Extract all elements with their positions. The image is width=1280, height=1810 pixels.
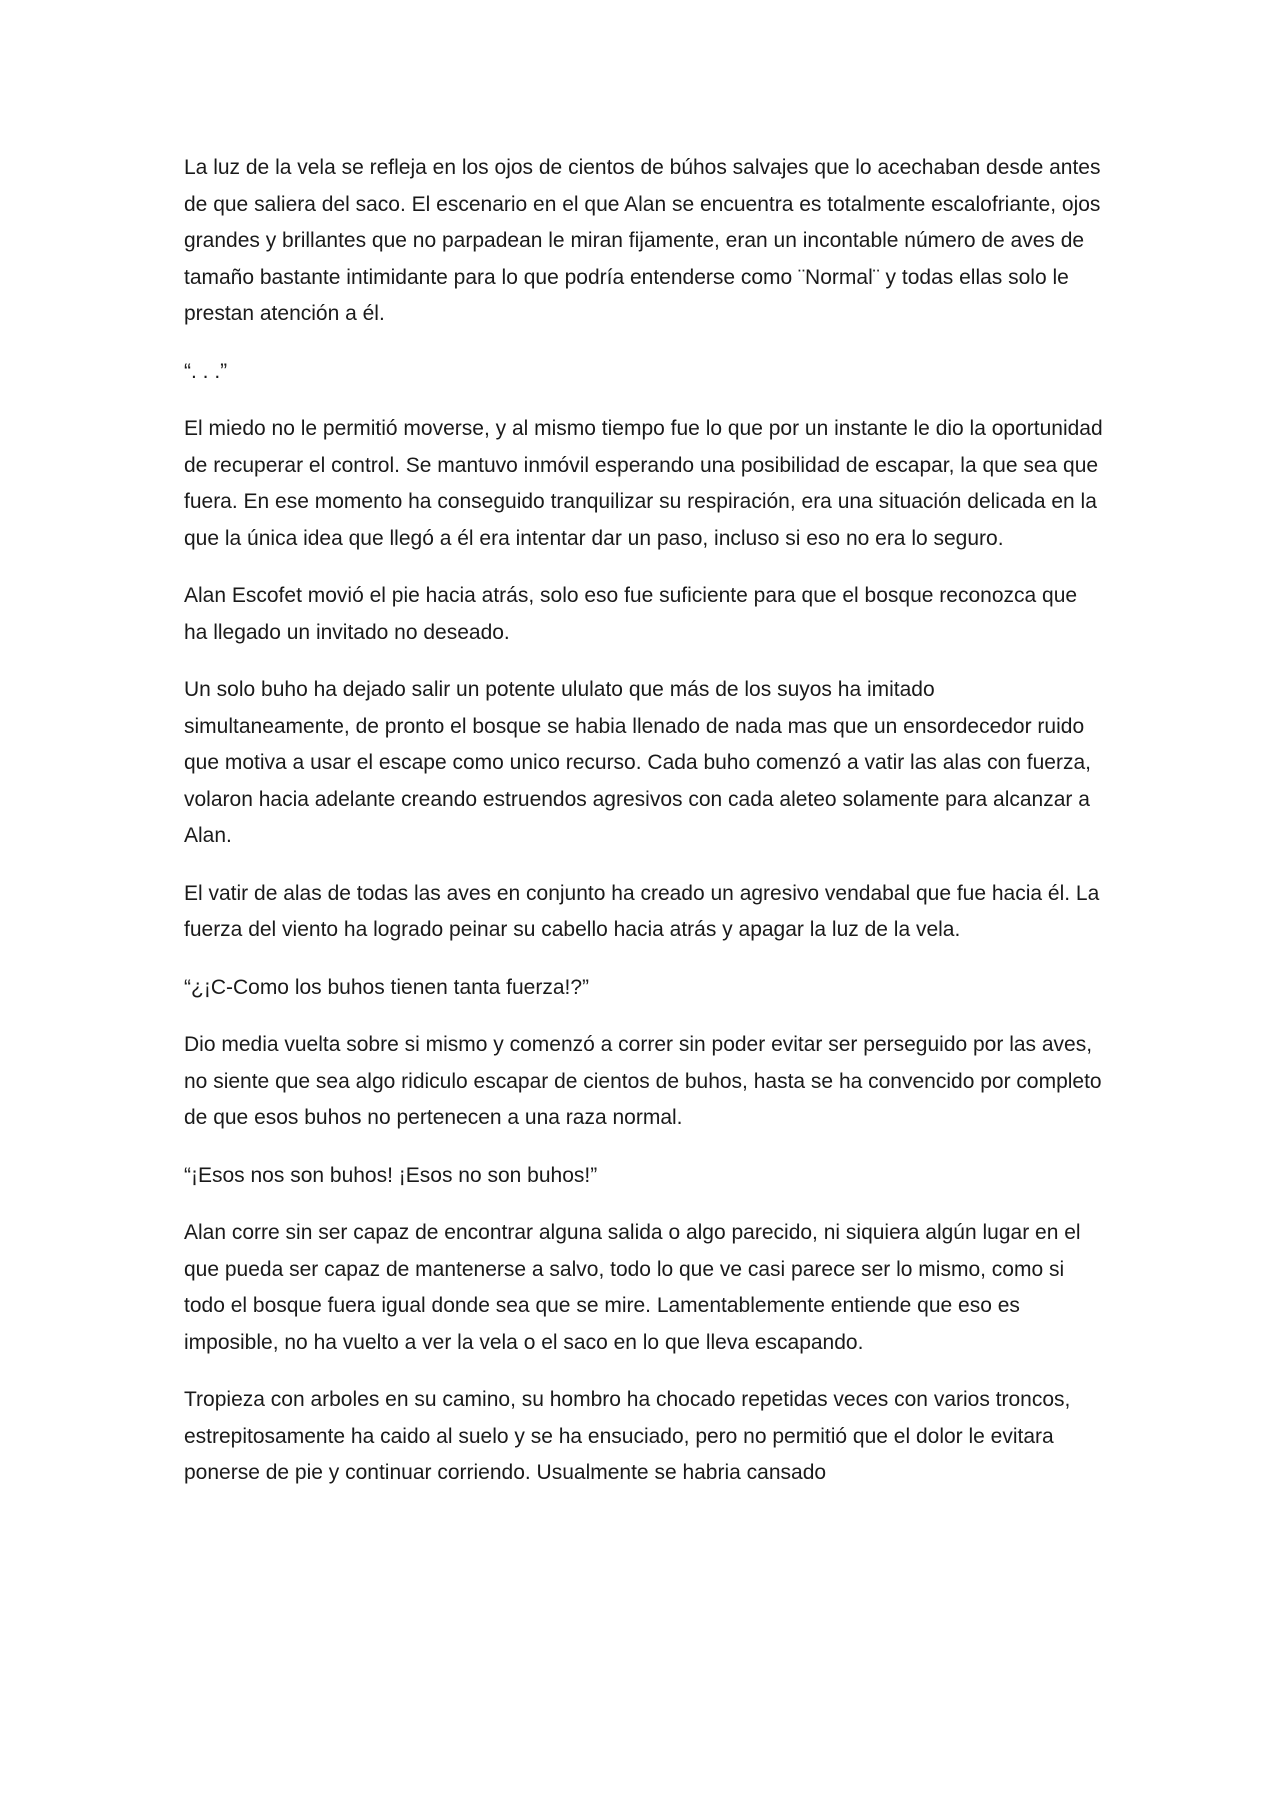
- paragraph-5: Un solo buho ha dejado salir un potente ululato que más de los suyos ha imitado simultaneamente, de pronto el bosque se habia llenado de nada mas que un ensordecedor ruido que motiva a usar el escape como unico recurso. Cada buho comenzó a vatir las alas con fuerza, volaron hacia adelante creando estruendos agresivos con cada aleteo solamente para alcanzar a Alan.: [184, 678, 1091, 847]
- paragraph-11: Tropieza con arboles en su camino, su hombro ha chocado repetidas veces con varios troncos, estrepitosamente ha caido al suelo y se ha ensuciado, pero no permitió que el dolor le evitara ponerse de pie y continuar corriendo. Usualmente se habria cansado: [184, 1388, 1071, 1484]
- paragraph-4: Alan Escofet movió el pie hacia atrás, solo eso fue suficiente para que el bosque reconozca que ha llegado un invitado no deseado.: [184, 584, 1078, 644]
- dialogue-ellipsis: “. . .”: [184, 359, 228, 383]
- paragraph-1: La luz de la vela se refleja en los ojos de cientos de búhos salvajes que lo acechaban desde antes de que saliera del saco. El escenario en el que Alan se encuentra es totalmente escalofriante, ojos grandes y brillantes que no parpadean le miran fijamente, eran un incontable número de aves de tamaño bastante intimidante para lo que podría entenderse como ¨Normal¨ y todas ellas solo le prestan atención a él.: [184, 156, 1101, 325]
- paragraph-10: Alan corre sin ser capaz de encontrar alguna salida o algo parecido, ni siquiera algún lugar en el que pueda ser capaz de mantenerse a salvo, todo lo que ve casi parece ser lo mismo, como si todo el bosque fuera igual donde sea que se mire. Lamentablemente entiende que eso es imposible, no ha vuelto a ver la vela o el saco en lo que lleva escapando.: [184, 1221, 1081, 1354]
- paragraph-3: El miedo no le permitió moverse, y al mismo tiempo fue lo que por un instante le dio la oportunidad de recuperar el control. Se mantuvo inmóvil esperando una posibilidad de escapar, la que sea que fuera. En ese momento ha conseguido tranquilizar su respiración, era una situación delicada en la que la única idea que llegó a él era intentar dar un paso, incluso si eso no era lo seguro.: [184, 417, 1103, 550]
- body-text: [184, 150, 1104, 1513]
- paragraph-6: El vatir de alas de todas las aves en conjunto ha creado un agresivo vendabal que fue hacia él. La fuerza del viento ha logrado peinar su cabello hacia atrás y apagar la luz de la vela.: [184, 881, 1100, 941]
- dialogue-line-2: “¡Esos nos son buhos! ¡Esos no son buhos!”: [184, 1163, 598, 1187]
- dialogue-line-1: “¿¡C-Como los buhos tienen tanta fuerza!?”: [184, 975, 590, 999]
- paragraph-8: Dio media vuelta sobre si mismo y comenzó a correr sin poder evitar ser perseguido por las aves, no siente que sea algo ridiculo escapar de cientos de buhos, hasta se ha convencido por completo de que esos buhos no pertenecen a una raza normal.: [184, 1033, 1102, 1129]
